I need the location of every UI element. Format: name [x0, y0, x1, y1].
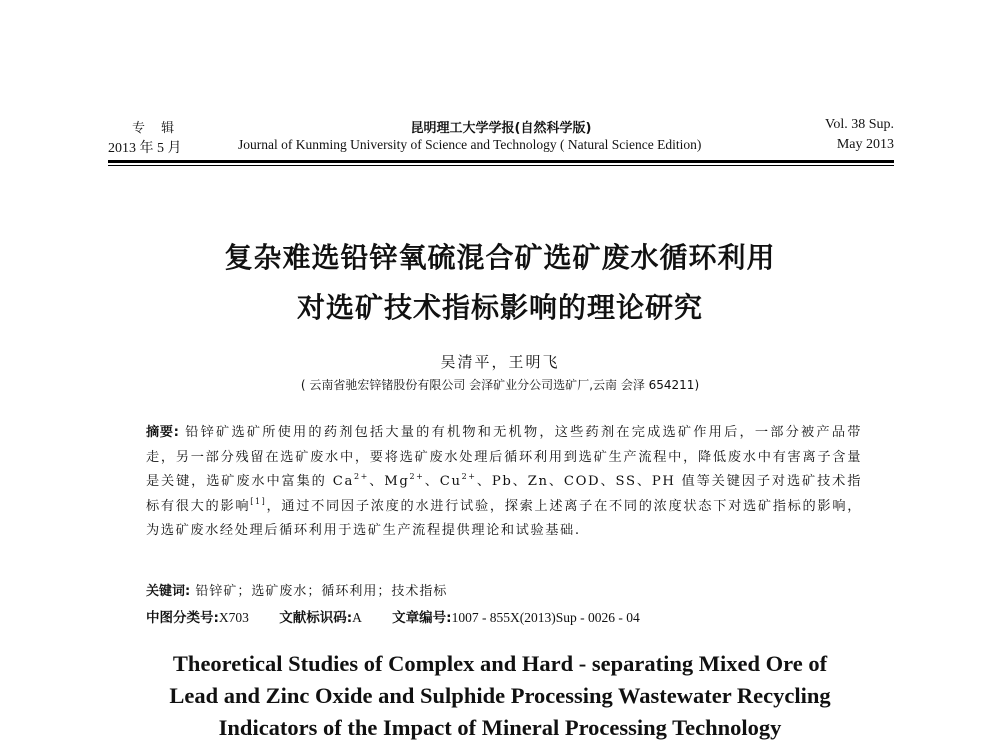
header-row-1 — [108, 117, 894, 137]
issue-date-en: May 2013 — [836, 137, 894, 152]
header-rule-thin — [108, 165, 894, 166]
article-number-label: 文章编号: — [392, 610, 452, 626]
special-issue-label: 专 辑 — [132, 121, 181, 136]
superscript-cu: 2+ — [461, 472, 477, 481]
header-row-2 — [108, 137, 894, 157]
abstract-text-1: 铅锌矿选矿所使用的药剂包括大量的有机物和无机物，这些药剂在完成选矿作用后，一部分被产品带走，另一部分残留在选矿废水中，要将选矿废水处理后循环利用到选矿生产流程中，降低废水中有害离子含量是关键，选矿废水中富集的 Ca — [146, 425, 863, 489]
paper-title-en — [0, 648, 1000, 744]
issue-date-cn: 2013 年 5 月 — [108, 141, 182, 156]
volume-label: Vol. 38 Sup. — [825, 117, 894, 132]
superscript-ca: 2+ — [353, 472, 369, 481]
superscript-mg: 2+ — [409, 472, 425, 481]
abstract-label: 摘要: — [146, 425, 179, 440]
doc-code-label: 文献标识码: — [279, 610, 353, 626]
affiliation: ( 云南省驰宏锌锗股份有限公司 会泽矿业分公司选矿厂,云南 会泽 654211) — [300, 378, 700, 392]
clc-label: 中图分类号: — [146, 610, 219, 626]
header-rule-thick — [108, 160, 894, 163]
title-en-line-3: Indicators of the Impact of Mineral Processing Technology — [218, 715, 782, 740]
abstract-text-2: 、Mg — [368, 474, 410, 489]
title-en-line-1: Theoretical Studies of Complex and Hard - separating Mixed Ore of — [172, 651, 828, 676]
abstract-text-3: 、Cu — [424, 474, 462, 489]
journal-header — [108, 117, 894, 166]
article-number-value: 1007 - 855X(2013)Sup - 0026 - 04 — [451, 610, 640, 625]
abstract — [146, 421, 862, 544]
title-cn-line-1: 复杂难选铅锌氧硫混合矿选矿废水循环利用 — [224, 241, 776, 274]
abstract-text-5: ，通过不同因子浓度的水进行试验，探索上述离子在不同的浓度状态下对选矿指标的影响，为选矿废水经处理后循环利用于选矿生产流程提供理论和试验基础. — [146, 498, 862, 538]
clc-value: X703 — [218, 610, 249, 625]
doc-code-value: A — [352, 610, 362, 625]
journal-name-en: Journal of Kunming University of Science and Technology ( Natural Science Edition) — [238, 137, 702, 152]
citation-ref[interactable]: [1] — [250, 496, 267, 506]
keywords-label: 关键词: — [146, 584, 191, 599]
keywords — [146, 580, 447, 599]
title-en-line-2: Lead and Zinc Oxide and Sulphide Processing Wastewater Recycling — [169, 683, 831, 708]
keywords-text: 铅锌矿；选矿废水；循环利用；技术指标 — [190, 584, 448, 599]
classification-line — [146, 606, 640, 626]
title-cn-line-2: 对选矿技术指标影响的理论研究 — [296, 291, 703, 324]
authors: 吴清平，王明飞 — [440, 353, 560, 371]
journal-name-cn: 昆明理工大学学报(自然科学版) — [410, 121, 592, 136]
paper-title-cn — [0, 233, 1000, 333]
abstract-text-4: 、Pb、Zn、COD、SS、PH 值等关键因子对选矿技术指标有很大的影响 — [146, 474, 862, 514]
